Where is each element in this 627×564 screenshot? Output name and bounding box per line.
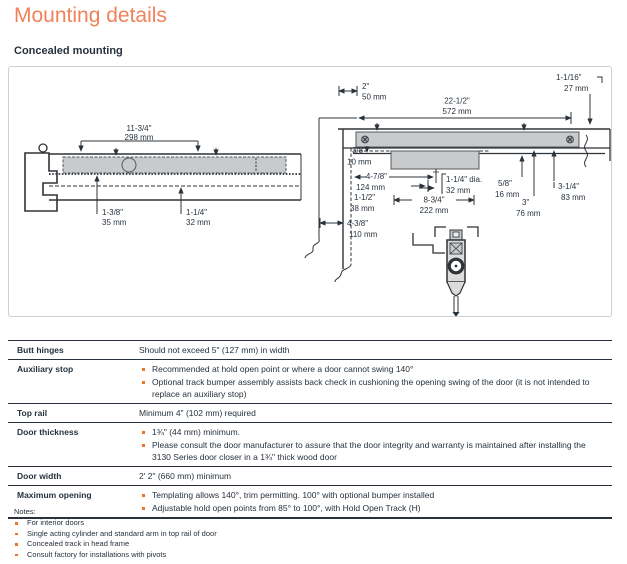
spec-value [129, 425, 612, 464]
dim-label-mm: 35 mm [102, 218, 127, 227]
spec-bullet: Recommended at hold open point or where a door cannot swing 140° [139, 363, 606, 376]
dim-label: 5/8" [498, 179, 512, 188]
track-lip-right [467, 227, 478, 237]
spec-row-door-width [8, 467, 612, 486]
closer-body-section [391, 151, 479, 169]
dim-label-mm: 27 mm [564, 84, 589, 93]
note-item: Concealed track in head frame [8, 539, 217, 550]
specs-table [8, 340, 612, 519]
spec-label: Auxiliary stop [17, 364, 74, 374]
dim-label-mm: 76 mm [516, 209, 541, 218]
dim-label-mm: 16 mm [495, 190, 520, 199]
dim-label-mm: 124 mm [356, 183, 385, 192]
mounting-bracket-step [413, 233, 445, 253]
spec-row-door-thickness [8, 423, 612, 467]
slider-taper [447, 282, 465, 296]
dim-label: 1-1/16" [556, 73, 582, 82]
slider-cap-notch [453, 232, 459, 237]
spec-label: Butt hinges [17, 345, 64, 355]
dim-label: 1-3/8" [102, 208, 124, 217]
concealed-track-section [356, 132, 579, 147]
note-item: For interior doors [8, 518, 217, 529]
dim-label-mm: 50 mm [362, 92, 387, 102]
dim-label: 1-1/2" [354, 193, 376, 202]
dim-label: 8-3/4" [423, 195, 445, 205]
mounting-diagram [8, 66, 612, 317]
spec-label: Door width [17, 471, 62, 481]
door-frame-jamb-profile [25, 153, 57, 211]
dim-label: 3" [522, 198, 530, 207]
dim-label-mm: 32 mm [186, 218, 211, 227]
concealed-track-plan [63, 157, 286, 173]
dim-label: 4-7/8" [365, 172, 387, 181]
spec-label: Maximum opening [17, 490, 92, 500]
dim-label: 1-1/4" [186, 208, 208, 217]
closer-cylinder-plan [122, 158, 136, 172]
dim-label-mm: 10 mm [347, 157, 372, 167]
dim-label: 22-1/2" [444, 96, 470, 106]
notes-section [8, 507, 217, 560]
spec-bullet: Adjustable hold open points from 85° to 100°, with Hold Open Track (H) [139, 502, 606, 515]
notes-heading: Notes: [14, 507, 36, 516]
break-squiggle [305, 239, 319, 258]
dim-label: 2" [362, 82, 370, 91]
spec-bullet: Please consult the door manufacturer to assure that the door integrity and warranty is maintained after installing the 3130 Series door closer in a 1¾" thick wood door [139, 439, 606, 464]
spec-value: 2' 2" (660 mm) minimum [139, 471, 232, 481]
hinge-pin [39, 144, 47, 152]
page-title: Mounting details [14, 4, 167, 27]
dim-label-mm: 572 mm [442, 107, 472, 116]
arm-arrow [453, 312, 460, 316]
spec-bullet: Templating allows 140°, trim permitting. 100° with optional bumper installed [139, 489, 606, 502]
spec-label: Top rail [17, 408, 48, 418]
spec-row-top-rail [8, 404, 612, 423]
dim-label-mm: 38 mm [350, 204, 375, 213]
dim-label: 3/8" [352, 146, 366, 155]
spec-value: Should not exceed 5" (127 mm) in width [139, 345, 290, 355]
break-squiggle-right [585, 135, 588, 167]
mounting-diagram-svg [9, 67, 611, 316]
dim-label: 1-1/4" dia. [446, 175, 483, 184]
spec-value [129, 362, 612, 401]
dim-label: 4-3/8" [347, 219, 369, 228]
note-item: Consult factory for installations with pivots [8, 550, 217, 561]
note-item: Single acting cylinder and standard arm in top rail of door [8, 529, 217, 540]
spec-value: Minimum 4" (102 mm) required [139, 408, 256, 418]
left-plan-view [25, 124, 301, 227]
spec-row-auxiliary-stop [8, 360, 612, 404]
dim-label-mm: 83 mm [561, 193, 586, 202]
spec-bullet: 1¾" (44 mm) minimum. [139, 426, 606, 439]
dim-label: 11-3/4" [126, 124, 152, 133]
spec-bullet: Optional track bumper assembly assists back check in cushioning the opening swing of the door (it is not intended to replace an auxiliary stop) [139, 376, 606, 401]
section-heading: Concealed mounting [14, 45, 123, 57]
dim-label-mm: 110 mm [349, 230, 378, 239]
dim-label-mm: 298 mm [124, 133, 154, 142]
track-lip-left [435, 227, 446, 237]
roller-axle [455, 265, 458, 268]
dim-label-mm: 222 mm [419, 206, 449, 215]
dim-label: 3-1/4" [558, 182, 580, 191]
leader-hook [597, 77, 602, 83]
spec-row-butt-hinges [8, 341, 612, 360]
spec-label: Door thickness [17, 427, 79, 437]
dim-label-mm: 32 mm [446, 186, 471, 195]
track-detail [413, 227, 478, 316]
